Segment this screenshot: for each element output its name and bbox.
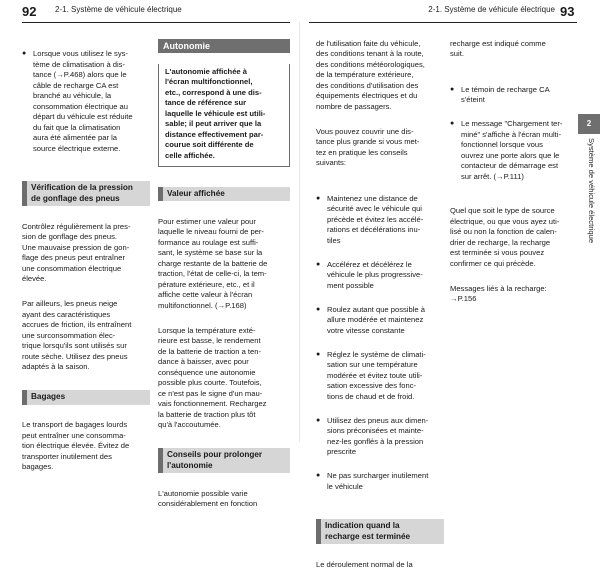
range-tip-item: ● Réglez le système de climati- sation sur une température modérée et évitez toute utili- sation excessive des fonc- tions de chaud et de froid. [316, 350, 444, 403]
range-factors-text: de l'utilisation faite du véhicule, des conditions tenant à la route, des conditions météorologiques, de la température extérieure, des conditions d'utilisation des équipements électriques et du nombre de passagers. [316, 38, 425, 111]
tips-intro-text: Vous pouvez couvrir une dis- tance plus grande si vous met- tez en pratique les conseils suivants: [316, 126, 420, 167]
column-3 [316, 28, 444, 569]
left-header-rule [22, 22, 290, 23]
chapter-number-tab: 2 [578, 114, 600, 134]
left-section-header: 2-1. Système de véhicule électrique [55, 5, 182, 14]
displayed-value-text-2: Lorsque la température exté- rieure est basse, le rendement de la batterie de traction a ten- dance à baisser, avec pour conséquence une autonomie possible plus courte. Toutefois, ce n'est pas le signe d'un mau- vais fonctionnement. Rechargez la batterie de traction plus tôt qu'à l'accoutumée. [158, 325, 267, 429]
displayed-value-text-1: Pour estimer une valeur pour laquelle le niveau fourni de per- formance au roulage est suffi- sant, le système se base sur la charge restante de la batterie de traction, l'état de celle-ci, la tem- pérature extérieure, etc., et il affiche cette valeur à l'écran multifonctionnel. (→P.168) [158, 216, 268, 310]
column-1 [22, 28, 150, 471]
chapter-side-label: Système de véhicule électrique [587, 138, 596, 244]
right-section-header: 2-1. Système de véhicule électrique [428, 5, 555, 14]
luggage-heading: Bagages [22, 390, 150, 405]
column-4 [450, 28, 574, 446]
range-tip-item: ● Maintenez une distance de sécurité avec le véhicule qui précède et évitez les accélé- rations et décélérations inu- tiles [316, 194, 444, 247]
page-gutter [299, 22, 300, 442]
tire-pressure-text-2: Par ailleurs, les pneus neige ayant des caractéristiques accrues de friction, ils entraînent une surconsommation élec- trique lorsqu'ils sont utilisés sur route sèche. Utilisez des pneus adaptés à la saison. [22, 299, 132, 371]
range-tip-item: ● Accélérez et décélérez le véhicule le plus progressive- ment possible [316, 260, 444, 292]
autonomy-title: Autonomie [158, 39, 290, 54]
recharge-messages-reference: Messages liés à la recharge: →P.156 [450, 283, 547, 303]
tire-pressure-text-1: Contrôlez régulièrement la pres- sion de gonflage des pneus. Une mauvaise pression de gon- flage des pneus peut entraîner une consommation électrique élevée. [22, 221, 131, 283]
column-2 [158, 28, 290, 508]
recharge-indicators-list [450, 74, 574, 196]
right-header-rule [309, 22, 577, 23]
ac-charge-lamp-bullet: ● Le témoin de recharge CA s'éteint [450, 85, 574, 106]
recharge-complete-text: Le déroulement normal de la [316, 559, 413, 569]
luggage-text: Le transport de bagages lourds peut entraîner une consomma- tion électrique élevée. Évitez de transporter inutilement des bagages. [22, 420, 130, 471]
right-page-number: 93 [560, 4, 575, 19]
recharge-confirmation-text: Quel que soit le type de source électrique, ou que vous ayez uti- lisé ou non la fonction de calen- drier de recharge, la recharge est terminée si vous pouvez confirmer ce qui précède. [450, 206, 560, 268]
climate-remote-list [22, 39, 150, 168]
left-page-number: 92 [22, 4, 37, 19]
range-tip-item: ● Ne pas surcharger inutilement le véhicule [316, 471, 444, 492]
range-tip-item: ● Utilisez des pneus aux dimen- sions préconisées et mainte- nez-les gonflés à la pression prescrite [316, 416, 444, 458]
tire-pressure-heading: Vérification de la pression de gonflage des pneus [22, 181, 150, 206]
recharge-complete-heading: Indication quand la recharge est terminée [316, 519, 444, 544]
recharge-indication-text: recharge est indiqué comme suit. [450, 38, 546, 58]
climate-remote-bullet: ● Lorsque vous utilisez le sys- tème de climatisation à dis- tance (→P.468) alors que le câble de recharge CA est branché au véhicule, la consommation électrique au départ du véhicule est réduite du fait que la climatisation aura été alimentée par la source électrique externe. [22, 49, 150, 154]
extend-range-text: L'autonomie possible varie considérablement en fonction [158, 488, 258, 508]
range-tips-list [316, 183, 444, 506]
displayed-value-heading: Valeur affichée [158, 187, 290, 202]
autonomy-box: L'autonomie affichée à l'écran multifonctionnel, etc., correspond à une dis- tance de référence sur laquelle le véhicule est utili- sable; il peut arriver que la distance effectivement par- courue soit différente de celle affichée. [158, 64, 290, 168]
extend-range-heading: Conseils pour prolonger l'autonomie [158, 448, 290, 473]
charging-complete-message-bullet: ● Le message "Chargement ter- miné" s'affiche à l'écran multi- fonctionnel lorsque vous ouvrez une porte alors que le contacteur de démarrage est sur arrêt. (→P.111) [450, 119, 574, 182]
range-tip-item: ● Roulez autant que possible à allure modérée et maintenez votre vitesse constante [316, 305, 444, 337]
